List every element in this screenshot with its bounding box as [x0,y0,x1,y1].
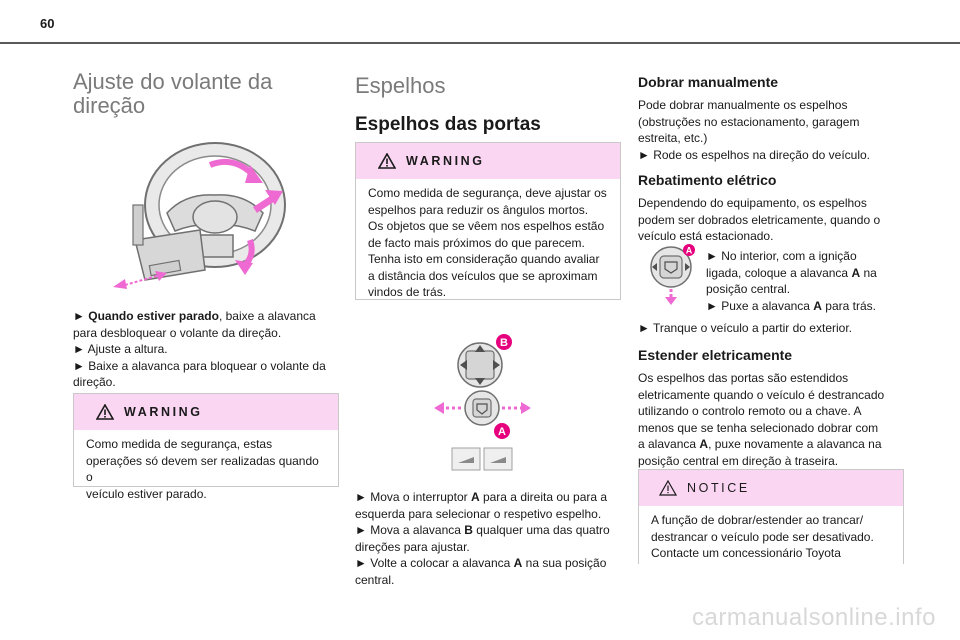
step-line: ► Mova a alavanca B qualquer uma das quatro [355,523,610,537]
step-line: ► Quando estiver parado, baixe a alavanca [73,309,316,323]
notice-box [638,469,904,564]
text-line: menos que se tenha selecionado dobrar com [638,420,879,435]
text-line: ► Rode os espelhos na direção do veículo. [638,147,871,162]
notice-header [639,470,903,506]
warning-line: vindos de trás. [368,285,447,299]
warning-header [356,143,620,179]
notice-line: Contacte um concessionário Toyota [651,546,841,560]
step-line: para desbloquear o volante da direção. [73,325,282,340]
warning-line: Os objetos que se vêem nos espelhos estão [368,219,605,233]
text-line: eletricamente quando o veículo é destrancado [638,387,885,402]
warning-header [74,394,338,430]
text-line: a alavanca A, puxe novamente a alavanca na [638,437,882,451]
warning-box-steering [73,393,339,501]
warning-box-mirrors [355,142,621,300]
warning-triangle-icon [378,153,396,169]
step-line: ► Mova o interruptor A para a direita ou para a [355,490,608,504]
step-line: posição central. [706,282,791,296]
warning-line: veículo estiver parado. [86,486,207,501]
heading-electric-extend: Estender eletricamente [638,347,793,363]
step-line: ► Puxe a alavanca A para trás. [706,298,876,313]
warning-line: de facto mais próximos do que parecem. [368,235,585,250]
step-line: ► Volte a colocar a alavanca A na sua posição [355,556,607,570]
heading-electric-fold: Rebatimento elétrico [638,172,777,188]
column-steering-adjust [73,70,338,118]
section-electric-fold [638,172,903,245]
step-line: ► Baixe a alavanca para bloquear o volante da [73,358,326,373]
fold-switch-illustration [645,243,697,305]
warning-line: Como medida de segurança, deve ajustar os [368,186,607,200]
notice-title: NOTICE [687,481,750,495]
step-line: esquerda para selecionar o respetivo espelho. [355,506,602,521]
warning-triangle-icon [96,404,114,420]
section-title-mirrors: Espelhos [355,73,446,98]
page-number: 60 [40,16,55,31]
notice-triangle-icon [659,480,677,496]
text-line: podem ser dobrados eletricamente, quando o [638,212,881,227]
step-line: direção. [73,375,116,389]
step-line: central. [355,572,395,587]
mirror-steps [355,489,623,588]
text-line: estreita, etc.) [638,131,708,145]
section-title-steering: Ajuste do volante da direção [73,69,273,118]
label-a: A [685,245,693,256]
section-manual-fold [638,74,903,163]
watermark: carmanualsonline.info [692,604,936,631]
heading-manual-fold: Dobrar manualmente [638,74,779,90]
text-line: Dependendo do equipamento, os espelhos [638,196,867,210]
text-line: (obstruções no estacionamento, garagem [638,114,860,129]
text-line: posição central em direção à traseira. [638,453,839,468]
warning-title: WARNING [406,154,485,168]
warning-line: espelhos para reduzir os ângulos mortos. [368,202,589,217]
steering-wheel-illustration [105,135,295,295]
warning-line: Tenha isto em consideração quando avaliar [368,252,600,266]
step-line: ligada, coloque a alavanca A na [706,265,877,280]
step-line: ► Tranque o veículo a partir do exterior. [638,321,852,335]
warning-line: Como medida de segurança, estas [86,437,273,451]
subtitle-door-mirrors: Espelhos das portas [355,114,541,135]
step-line: ► No interior, com a ignição [706,249,857,263]
electric-fold-steps [706,248,906,314]
text-line: Pode dobrar manualmente os espelhos [638,98,848,112]
lock-step [638,320,903,337]
notice-line: A função de dobrar/estender ao trancar/ [651,513,864,527]
warning-line: a distância dos veículos que se aproximam [368,268,598,283]
top-rule [0,42,960,44]
step-line: ► Ajuste a altura. [73,342,168,356]
text-line: veículo está estacionado. [638,229,774,243]
warning-line: operações só devem ser realizadas quando o [86,453,319,484]
label-a: A [498,426,506,438]
mirror-control-illustration [430,330,545,480]
section-electric-extend [638,347,903,469]
text-line: utilizando o controlo remoto ou a chave. A [638,404,862,418]
text-line: Os espelhos das portas são estendidos [638,371,849,385]
steering-steps [73,308,338,391]
warning-title: WARNING [124,405,203,419]
notice-line: destrancar o veículo pode ser desativado. [651,529,874,544]
step-line: direções para ajustar. [355,539,470,554]
label-b: B [500,337,508,349]
